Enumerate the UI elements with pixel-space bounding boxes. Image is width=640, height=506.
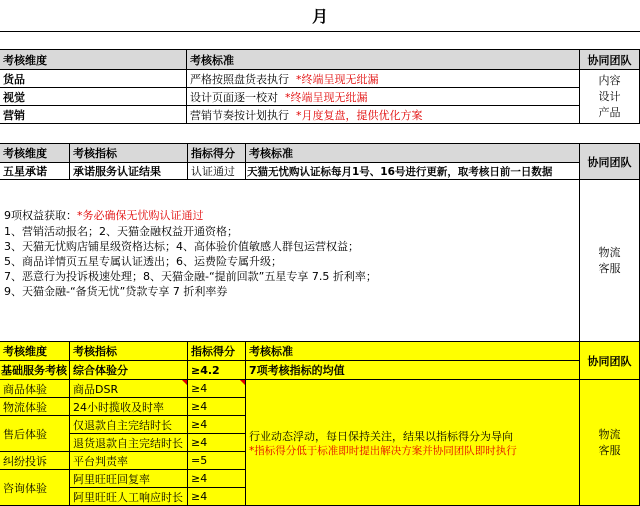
- s3-base-score: ≥4.2: [188, 361, 246, 380]
- s3-base-dim: 基础服务考核: [0, 361, 70, 380]
- s3-score: ≥4: [188, 416, 246, 434]
- benefit-line: 9、天猫金融-“备货无忧”贷款专享 7 折利率券: [4, 285, 228, 298]
- s3-score: ≥4: [188, 488, 246, 506]
- s1-header-team: 协同团队: [580, 50, 640, 70]
- s1-row-dim: 营销: [0, 106, 187, 124]
- s2-team: [580, 180, 640, 342]
- s3-header-metric: 考核指标: [70, 342, 188, 361]
- s2-header-dim: 考核维度: [0, 144, 70, 163]
- s3-header-dim: 考核维度: [0, 342, 70, 361]
- team-line: 产品: [598, 105, 621, 119]
- s1-row-dim: 货品: [0, 70, 187, 88]
- s1-row-std: [187, 88, 580, 106]
- s2-header-team: 协同团队: [580, 144, 640, 180]
- s3-metric: 仅退款自主完结时长: [70, 416, 188, 434]
- s1-std-text: 设计页面逐一校对: [190, 90, 278, 104]
- benefit-line: 5、商品详情页五星专属认证透出；6、运费险专属升级；: [4, 255, 282, 268]
- benefits-title-line: [4, 208, 575, 224]
- s3-header-score: 指标得分: [188, 342, 246, 361]
- s3-dim-logistics: 物流体验: [0, 398, 70, 416]
- s3-metric: 阿里旺旺人工响应时长: [70, 488, 188, 506]
- s3-score: ≥4: [188, 434, 246, 452]
- s3-score: ≥4: [188, 380, 246, 398]
- s3-base-std: 7项考核指标的均值: [246, 361, 580, 380]
- s3-header-std: 考核标准: [246, 342, 580, 361]
- spacer-row: [0, 32, 640, 50]
- benefits-title: 9项权益获取：: [4, 209, 77, 222]
- team-line: 客服: [598, 261, 621, 275]
- s1-header-std: 考核标准: [187, 50, 580, 70]
- s1-std-note: *月度复盘，提供优化方案: [296, 108, 423, 122]
- s1-header-dim: 考核维度: [0, 50, 187, 70]
- s1-std-note: *终端呈现无纰漏: [296, 72, 379, 86]
- s1-std-text: 营销节奏按计划执行: [190, 108, 289, 122]
- s3-base-metric: 综合体验分: [70, 361, 188, 380]
- s2-header-std: 考核标准: [246, 144, 580, 163]
- s1-row-std: [187, 70, 580, 88]
- s1-team: [580, 70, 640, 124]
- s3-team: [580, 380, 640, 506]
- s3-header-team: 协同团队: [580, 342, 640, 380]
- s3-dim-dispute: 纠纷投诉: [0, 452, 70, 470]
- team-line: 客服: [598, 443, 621, 457]
- s2-row-std: 天猫无忧购认证标每月1号、16号进行更新，取考核日前一日数据: [246, 163, 580, 180]
- s1-std-note: *终端呈现无纰漏: [285, 90, 368, 104]
- team-line: 物流: [598, 427, 621, 441]
- s1-row-std: [187, 106, 580, 124]
- s3-std-note: *指标得分低于标准即时提出解决方案并协同团队即时执行: [249, 445, 517, 457]
- s3-score: ≥4: [188, 470, 246, 488]
- s1-row-dim: 视觉: [0, 88, 187, 106]
- team-line: 设计: [598, 89, 621, 103]
- s3-metric: 阿里旺旺回复率: [70, 470, 188, 488]
- spacer-row: [0, 124, 640, 144]
- s2-header-score: 指标得分: [188, 144, 246, 163]
- s2-row-metric: 承诺服务认证结果: [70, 163, 188, 180]
- s3-metric: 24小时揽收及时率: [70, 398, 188, 416]
- s2-row-dim: 五星承诺: [0, 163, 70, 180]
- s3-metric: 平台判责率: [70, 452, 188, 470]
- s2-header-metric: 考核指标: [70, 144, 188, 163]
- s2-benefits-block: [0, 180, 580, 342]
- team-line: 物流: [598, 245, 621, 259]
- benefits-note: *务必确保无忧购认证通过: [77, 209, 204, 222]
- s3-metric: 商品DSR: [70, 380, 188, 398]
- s3-metric: 退货退款自主完结时长: [70, 434, 188, 452]
- team-line: 内容: [598, 73, 621, 87]
- s3-score: ≥4: [188, 398, 246, 416]
- benefit-line: 1、营销活动报名；2、天猫金融权益开通资格；: [4, 225, 238, 238]
- sheet-title: 月: [0, 0, 640, 32]
- benefit-line: 3、天猫无忧购店铺星级资格达标；4、高体验价值敏感人群包运营权益；: [4, 240, 359, 253]
- s3-dim-product: 商品体验: [0, 380, 70, 398]
- s3-std-merged: [246, 380, 580, 506]
- s3-score: =5: [188, 452, 246, 470]
- s3-std-line: 行业动态浮动，每日保持关注，结果以指标得分为导向: [249, 430, 513, 443]
- benefit-line: 7、恶意行为投诉极速处理；8、天猫金融-“提前回款”五星专享 7.5 折利率；: [4, 270, 377, 283]
- s3-dim-aftersale: 售后体验: [0, 416, 70, 452]
- s3-dim-consult: 咨询体验: [0, 470, 70, 506]
- s2-row-score: 认证通过: [188, 163, 246, 180]
- s1-std-text: 严格按照盘货表执行: [190, 72, 289, 86]
